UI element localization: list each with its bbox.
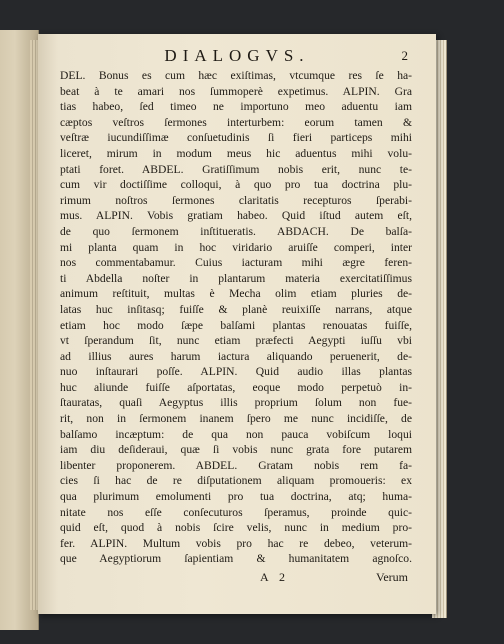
- text-line: de quo ſermonem inſtitueratis. ABDACH. De balſa-: [60, 224, 412, 238]
- text-block: [60, 68, 412, 567]
- book-page: [38, 34, 436, 614]
- running-head: DIALOGVS.: [164, 46, 310, 65]
- signature-mark: A 2: [260, 570, 290, 584]
- text-line: etiam hoc modo ſæpe balſami plantas renouatas fuiſſe,: [60, 318, 412, 332]
- text-line: nos commentabamur. Cuius iacturam mihi ægre feren-: [60, 256, 412, 270]
- text-line: rit, non in ſermonem inanem ſpero me nunc incidiſſe, de: [60, 412, 412, 426]
- text-line: rimum noſtros ſermones claritatis recepturos ſperabi-: [60, 193, 412, 207]
- text-line: cies ſi hac de re diſputationem aliquam promoueris: ex: [60, 474, 412, 488]
- text-line: quid eſt, quod à nobis ſcire velis, nunc in medium pro-: [60, 521, 412, 535]
- text-line: animum reſtituit, multas è Mecha olim etiam pluries de-: [60, 287, 412, 301]
- text-line: balſamo incæptum: de qua non pauca vobiſcum loqui: [60, 427, 412, 441]
- text-line: nuo inſtaurari poſſe. ALPIN. Quid audio illas plantas: [60, 365, 412, 379]
- page-number: 2: [401, 48, 408, 63]
- text-line: ad illius aures harum iactura aliquando peruenerit, de-: [60, 349, 412, 363]
- text-line: ti Abdella noſter in plantarum materia exercitatiſſimus: [60, 271, 412, 285]
- text-line: mus. ALPIN. Vobis gratiam habeo. Quid iſtud autem eſt,: [60, 209, 412, 223]
- text-line: latas huc inſitasq; fuiſſe & planè reuixiſſe narrans, atque: [60, 302, 412, 316]
- text-line: ptati foret. ABDEL. Gratiſſimum nobis erit, nunc te-: [60, 162, 412, 176]
- text-line: qua plurimum emolumenti pro tua doctrina, atq; huma-: [60, 490, 412, 504]
- text-line: vt ſperandum ſit, nunc etiam præfecti Aegypti iuſſu vbi: [60, 334, 412, 348]
- text-line: cum vir doctiſſime colloqui, à quo pro tua doctrina plu-: [60, 178, 412, 192]
- text-line: tias habeo, ſed timeo ne importuno meo aduentu iam: [60, 100, 412, 114]
- text-line: liceret, mirum in modum meus hic aduentus mihi volu-: [60, 146, 412, 160]
- text-line: huc aliunde fuiſſe aſportatas, eoque modo perpetuò in-: [60, 380, 412, 394]
- text-line: beat à te amari nos ſummoperè expetimus. ALPIN. Gra: [60, 84, 412, 98]
- text-line: libenter proponerem. ABDEL. Gratam nobis rem fa-: [60, 458, 412, 472]
- catchword: Verum: [376, 570, 408, 584]
- text-line: fer. ALPIN. Multum vobis pro hac re debeo, veterum-: [60, 536, 412, 550]
- page-header: [38, 46, 436, 68]
- text-line: iam diu deſideraui, quæ ſi vobis nunc grata fore putarem: [60, 443, 412, 457]
- text-line: cæptos veſtros ſermones interturbem: eorum tamen &: [60, 115, 412, 129]
- text-line: que Aegyptiorum ſapientiam & humanitatem agnoſco.: [60, 552, 412, 566]
- text-line: DEL. Bonus es cum hæc exiſtimas, vtcumque res ſe ha-: [60, 69, 412, 82]
- text-line: ſtauratas, quaſi Aegyptus illis proprium ſolum non fue-: [60, 396, 412, 410]
- page-footer: [60, 570, 412, 588]
- text-line: nitate nos eſſe conſecuturos ſperamus, proinde quic-: [60, 505, 412, 519]
- text-line: veſtræ iucundiſſimæ conſuetudinis ſi fieri particeps mihi: [60, 131, 412, 145]
- text-line: mi planta quam in hoc viridario aruiſſe comperi, inter: [60, 240, 412, 254]
